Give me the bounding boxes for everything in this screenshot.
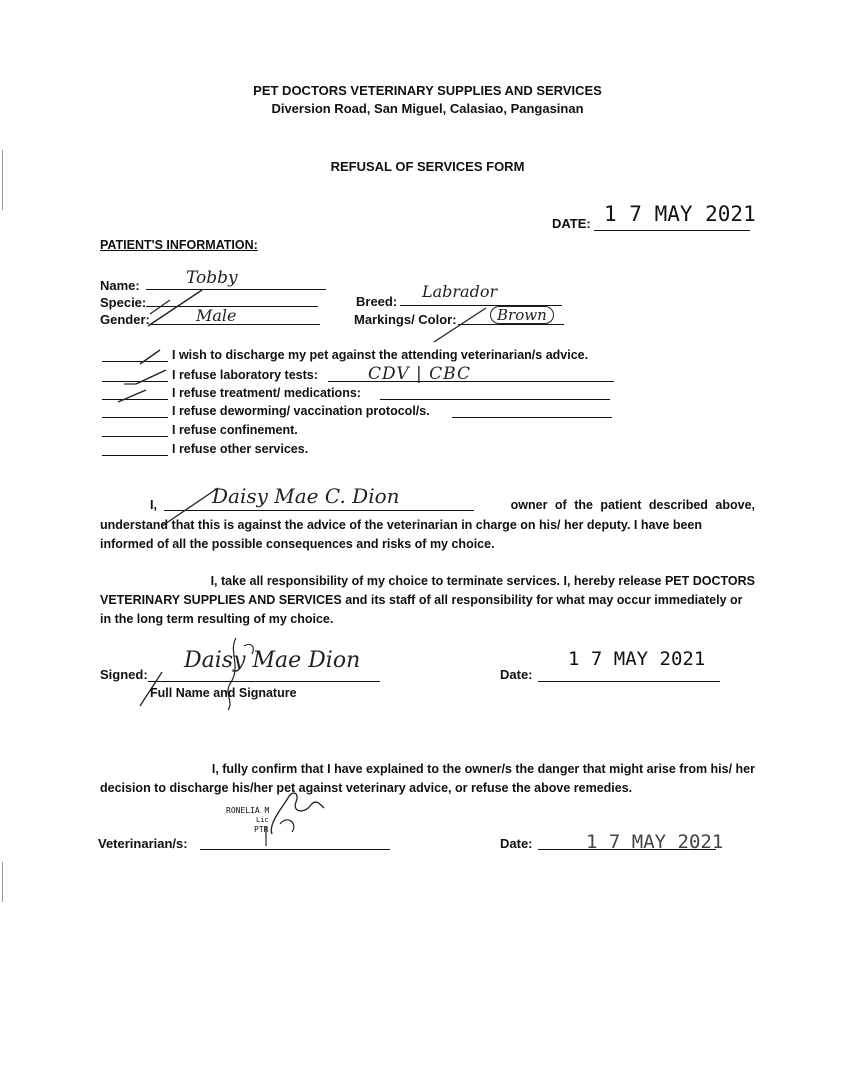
gender-label: Gender:	[100, 312, 150, 327]
name-value: Tobby	[186, 268, 238, 288]
check-marks	[100, 340, 180, 410]
specie-label: Specie:	[100, 295, 147, 310]
date-line	[594, 230, 750, 231]
strike-mark	[430, 306, 490, 346]
date-value: 1 7 MAY 2021	[604, 202, 756, 226]
stamp-line2: Lic	[256, 816, 269, 824]
form-title: REFUSAL OF SERVICES FORM	[330, 159, 525, 174]
refusal-discharge: I wish to discharge my pet against the attending veterinarian/s advice.	[172, 348, 589, 362]
owner-line3: informed of all the possible consequences and risks of my choice.	[100, 537, 495, 551]
lab-tests-value: CDV | CBC	[368, 364, 471, 384]
treatment-line	[380, 399, 610, 400]
vet-line1: I, fully confirm that I have explained to the owner/s the danger that might arise from his/ her	[211, 762, 755, 776]
stamp-line1: RONELIA M	[226, 806, 270, 815]
vet-label: Veterinarian/s:	[98, 836, 188, 851]
patient-section-title: PATIENT'S INFORMATION:	[100, 238, 258, 252]
refusal-lab-tests: I refuse laboratory tests:	[172, 368, 318, 382]
resp-line2: VETERINARY SUPPLIES AND SERVICES and its staff of all responsibility for what may occur immediately or	[100, 593, 743, 607]
signature-scrawl	[132, 632, 262, 712]
scan-edge	[2, 150, 3, 210]
scan-edge	[2, 862, 3, 902]
checkbox-line[interactable]	[102, 417, 168, 418]
signed-label: Signed:	[100, 667, 148, 682]
vet-date-value: 1 7 MAY 2021	[586, 831, 724, 853]
refusal-deworming: I refuse deworming/ vaccination protocol/s.	[172, 404, 430, 418]
refusal-treatment: I refuse treatment/ medications:	[172, 386, 361, 400]
stamp-line3: PTR	[254, 825, 269, 834]
owner-line1-end: owner of the patient described above,	[510, 498, 755, 512]
refusal-other: I refuse other services.	[172, 442, 309, 456]
signature-caption: Full Name and Signature	[150, 686, 297, 700]
signed-date-line	[538, 681, 720, 682]
owner-line2: understand that this is against the advice of the veterinarian in charge on his/ her deputy. I have been	[100, 518, 702, 532]
deworming-line	[452, 417, 612, 418]
checkbox-line[interactable]	[102, 436, 168, 437]
breed-label: Breed:	[356, 294, 398, 309]
resp-line1: I, take all responsibility of my choice to terminate services. I, hereby release PET DOCTORS	[210, 574, 755, 588]
signed-date-label: Date:	[500, 667, 533, 682]
org-name: PET DOCTORS VETERINARY SUPPLIES AND SERVICES	[253, 83, 602, 98]
gender-value: Male	[196, 306, 237, 325]
vet-signature-line	[200, 849, 390, 850]
checkbox-line[interactable]	[102, 455, 168, 456]
owner-i-label: I,	[150, 498, 157, 512]
vet-line2: decision to discharge his/her pet against veterinary advice, or refuse the above remedies.	[100, 781, 633, 795]
org-address: Diversion Road, San Miguel, Calasiao, Pangasinan	[271, 101, 584, 116]
date-label: DATE:	[552, 216, 591, 231]
name-label: Name:	[100, 278, 140, 293]
owner-name: Daisy Mae C. Dion	[212, 484, 400, 508]
refusal-confinement: I refuse confinement.	[172, 423, 298, 437]
strike-mark	[140, 286, 210, 330]
resp-line3: in the long term resulting of my choice.	[100, 612, 334, 626]
markings-value: Brown	[490, 306, 554, 324]
markings-label: Markings/ Color:	[354, 312, 457, 327]
breed-value: Labrador	[422, 282, 498, 301]
vet-date-label: Date:	[500, 836, 533, 851]
owner-signature: Daisy Mae Dion	[184, 648, 361, 673]
vet-signature	[258, 784, 338, 850]
signed-date-value: 1 7 MAY 2021	[568, 648, 706, 670]
